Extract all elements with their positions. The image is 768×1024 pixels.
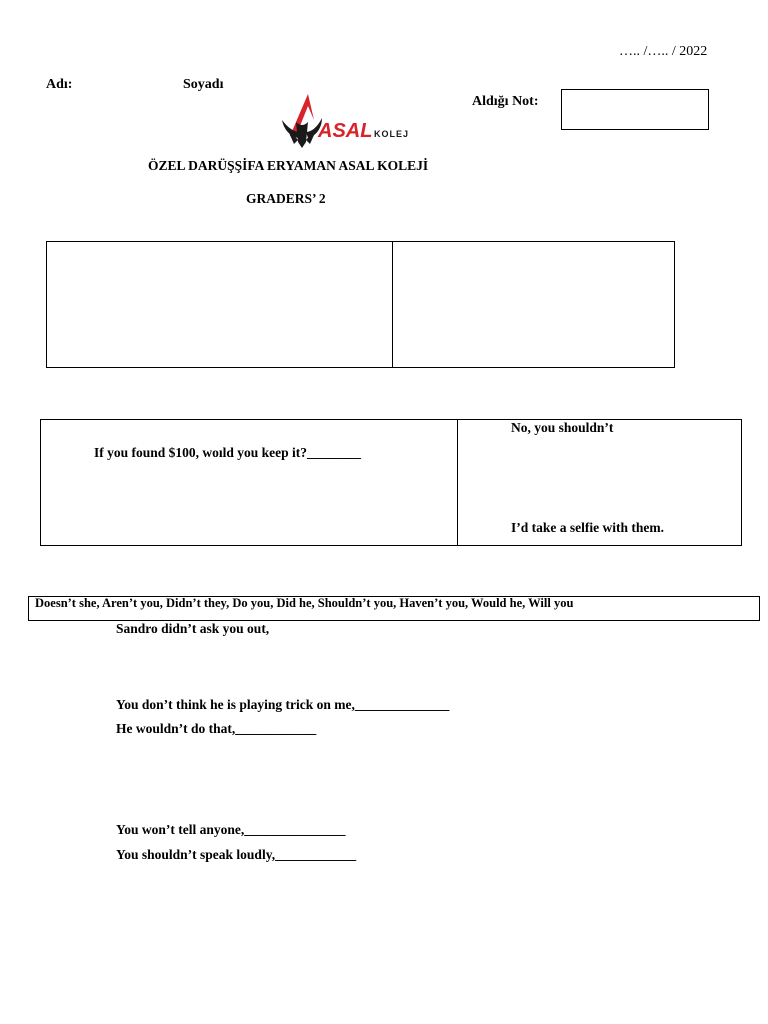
sentence-4: You won’t tell anyone,_______________ bbox=[116, 822, 346, 837]
blank-box-divider bbox=[392, 241, 393, 368]
word-bank: Doesn’t she, Aren’t you, Didn’t they, Do you, Did he, Shouldn’t you, Haven’t you, Would he, Will you bbox=[35, 596, 574, 610]
date-field: ….. /….. / 2022 bbox=[619, 44, 708, 59]
surname-label: Soyadı bbox=[183, 77, 224, 92]
blank-answer-box[interactable] bbox=[46, 241, 675, 368]
matching-box-divider bbox=[457, 419, 458, 546]
sentence-3: He wouldn’t do that,____________ bbox=[116, 721, 317, 736]
grade-label: Aldığı Not: bbox=[472, 94, 539, 109]
sentence-5: You shouldn’t speak loudly,____________ bbox=[116, 847, 357, 862]
matching-answer-1: No, you shouldn’t bbox=[511, 420, 614, 435]
worksheet-title: GRADERS’ 2 bbox=[246, 191, 326, 206]
school-title: ÖZEL DARÜŞŞİFA ERYAMAN ASAL KOLEJİ bbox=[148, 158, 429, 173]
sentence-1: Sandro didn’t ask you out, bbox=[116, 621, 270, 636]
matching-answer-2: I’d take a selfie with them. bbox=[511, 520, 664, 535]
name-label: Adı: bbox=[46, 77, 73, 92]
matching-question: If you found $100, woıld you keep it?________ bbox=[94, 445, 362, 460]
grade-box[interactable] bbox=[561, 89, 709, 130]
logo-wordmark: ASAL bbox=[318, 120, 373, 142]
asal-college-logo bbox=[278, 92, 420, 150]
logo-suffix: KOLEJ bbox=[374, 129, 410, 139]
sentence-2: You don’t think he is playing trick on me,______________ bbox=[116, 697, 450, 712]
